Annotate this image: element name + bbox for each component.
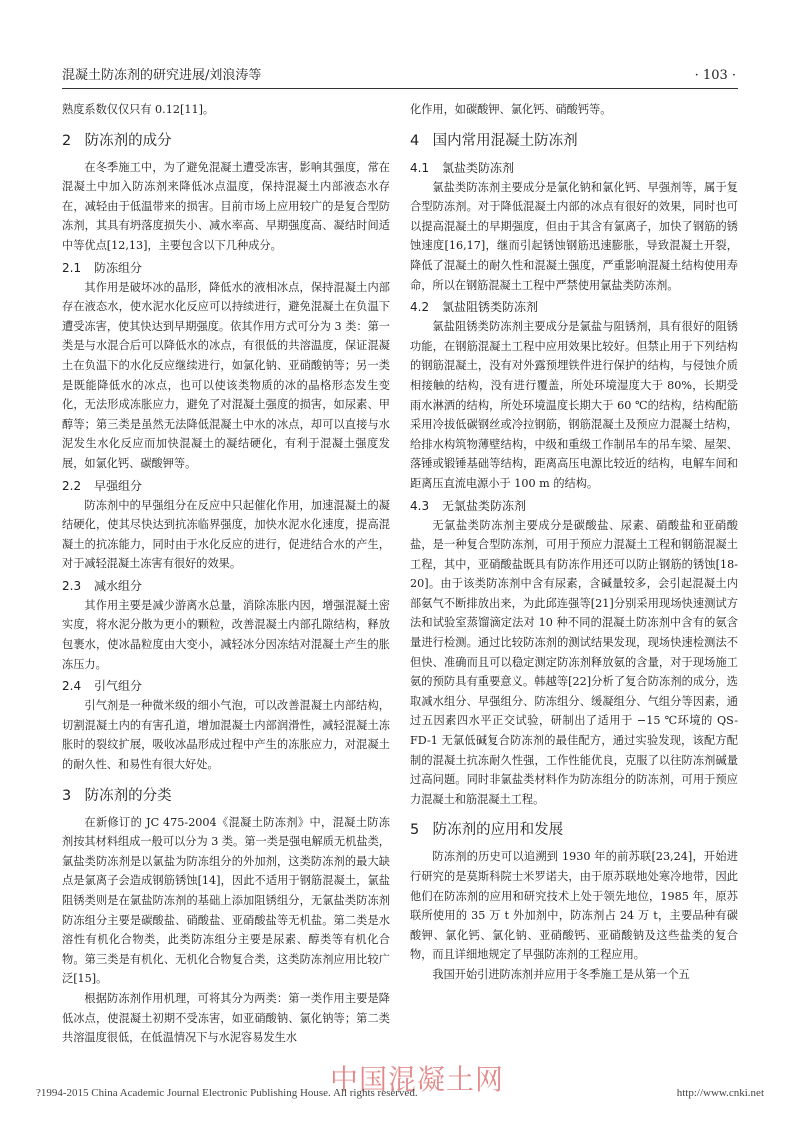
subsection-heading-2-3: 2.3 减水组分: [62, 578, 143, 593]
subsection-heading-4-1: 4.1 氯盐类防冻剂: [410, 160, 515, 175]
paragraph: 引气剂是一种微米级的细小气泡，可以改善混凝土内部结构，切割混凝土内的有害孔道，增加混凝土内部润滑性，减轻混凝土冻胀时的裂纹扩展，吸收冰晶形成过程中产生的冻胀应力，对混凝土的耐久性、和易性有很大好处。: [62, 699, 390, 772]
subsection-heading-4-3: 4.3 无氯盐类防冻剂: [410, 498, 527, 513]
paragraph: 我国开始引进防冻剂并应用于冬季施工是从第一个五: [432, 967, 690, 981]
paragraph: 其作用主要是减少游离水总量，消除冻胀内因，增强混凝土密实度，将水泥分散为更小的颗粒，改善混凝土内部孔隙结构，释放包裹水，使冰晶粒度由大变小，减轻冰分因冻结对混凝土产生的胀冻压力。: [62, 598, 390, 671]
subsection-heading-4-2: 4.2 氯盐阻锈类防冻剂: [410, 300, 539, 315]
paragraph: 化作用，如碳酸钾、氯化钙、硝酸钙等。: [410, 103, 612, 116]
paragraph: 防冻剂中的早强组分在反应中只起催化作用，加速混凝土的凝结硬化，使其尽快达到抗冻临界强度，加快水泥水化速度，提高混凝土的抗冻能力，同时由于水化反应的进行，促进结合水的产生，对于减轻混凝土冻害有很好的效果。: [62, 498, 390, 571]
running-title: 混凝土防冻剂的研究进展/刘浪涛等: [62, 68, 262, 83]
paragraph: 在冬季施工中，为了避免混凝土遭受冻害，影响其强度，常在混凝土中加入防冻剂来降低冰点温度，保持混凝土内部液态水存在，减轻由于低温带来的损害。目前市场上应用较广的是复合型防冻剂，其具有坍落度损失小、减水率高、早期强度高、凝结时间适中等优点[12,13]，主要包含以下几种成分。: [62, 160, 390, 252]
paragraph: 根据防冻剂作用机理，可将其分为两类：第一类作用主要是降低冰点，使混凝土初期不受冻害，如亚硝酸钠、氯化钠等；第二类共溶温度很低，在低温情况下与水泥容易发生水: [62, 991, 390, 1045]
copyright-notice: ?1994-2015 China Academic Journal Electronic Publishing House. All rights reserved.: [36, 1087, 418, 1099]
watermark: 中国混凝土网: [330, 1063, 505, 1096]
section-heading-5: 5 防冻剂的应用和发展: [410, 822, 564, 839]
paragraph: 其作用是破坏冰的晶形，降低水的液相冰点，保持混凝土内部存在液态水，使水泥水化反应可以持续进行，避免混凝土在负温下遭受冻害，使其快达到早期强度。依其作用方式可分为 3 类：第一类是与水混合后可以降低水的冰点，有很低的共溶温度，保证混凝土在负温下的水化反应继续进行，如氯化钠、亚硝酸钠等；另一类是既能降低水的冰点，也可以使该类物质的冰的晶格形态发生变化，无法形成冻胀应力，避免了对混凝土强度的损害，如尿素、甲醇等；第三类是虽然无法降低混凝土中水的冰点，却可以直接与水泥发生水化反应而加快混凝土的凝结硬化，有利于混凝土强度发展，如氯化钙、碳酸钾等。: [62, 280, 390, 470]
running-header: [62, 62, 738, 89]
paragraph: 防冻剂的历史可以追溯到 1930 年的前苏联[23,24]，开始进行研究的是莫斯科院士米罗诺夫，由于原苏联地处寒冷地带，因此他们在防冻剂的应用和研究技术上处于领先地位，1985 年，原苏联所使用的 35 万 t 外加剂中，防冻剂占 24 万 t，主要品种有碳酸钾、氯化钙、氯化钠、亚硝酸钙、亚硝酸钠及这些盐类的复合物，而且详细地规定了早强防冻剂的工程应用。: [410, 850, 738, 962]
paragraph: 氯盐阻锈类防冻剂主要成分是氯盐与阻锈剂，具有很好的阻锈功能，在钢筋混凝土工程中应用效果比较好。但禁止用于下列结构的钢筋混凝土，没有对外露预埋铁件进行保护的结构，与侵蚀介质相接触的结构，没有进行覆盖，所处环境湿度大于 80%，长期受雨水淋洒的结构，所处环境温度长期大于 60 ℃的结构，结构配筋采用冷拔低碳钢丝或冷拉钢筋，钢筋混凝土及预应力混凝土结构，给排水构筑物薄壁结构，中级和重级工作制吊车的吊车梁、屋架、落锤或锻锤基础等结构，距离高压电源比较近的结构，电解车间和距离压直流电源小于 100 m 的结构。: [410, 320, 738, 490]
paragraph: 氯盐类防冻剂主要成分是氯化钠和氯化钙、早强剂等，属于复合型防冻剂。对于降低混凝土内部的冰点有很好的效果，同时也可以提高混凝土的早期强度，但由于其含有氯离子，加快了钢筋的锈蚀速度[16,17]，继而引起锈蚀钢筋迅速膨胀，导致混凝土开裂，降低了混凝土的耐久性和混凝土强度，严重影响混凝土结构使用寿命，所以在钢筋混凝土工程中严禁使用氯盐类防冻剂。: [410, 180, 738, 292]
right-column: [410, 100, 738, 985]
subsection-heading-2-4: 2.4 引气组分: [62, 679, 143, 694]
section-heading-4: 4 国内常用混凝土防冻剂: [410, 132, 578, 149]
subsection-heading-2-2: 2.2 早强组分: [62, 478, 143, 493]
paragraph: 熟度系数仅仅只有 0.12[11]。: [62, 103, 215, 116]
left-column: [62, 100, 390, 1048]
page-number: · 103 ·: [694, 68, 736, 83]
footer-url: http://www.cnki.net: [676, 1087, 764, 1099]
page-footer: [36, 1087, 764, 1105]
paragraph: 在新修订的 JC 475-2004《混凝土防冻剂》中，混凝土防冻剂按其材料组成一般可以分为 3 类。第一类是强电解质无机盐类，氯盐类防冻剂是以氯盐为防冻组分的外加剂，这类防冻剂的最大缺点是氯离子会造成钢筋锈蚀[14]，因此不适用于钢筋混凝土，氯盐阻锈类则是在氯盐防冻剂的基础上添加阻锈组分，无氯盐类防冻剂防冻组分主要是碳酸盐、硝酸盐、亚硝酸盐等无机盐。第二类是水溶性有机化合物类，此类防冻组分主要是尿素、醇类等有机化合物。第三类是有机化、无机化合物复合类，这类防冻剂应用比较广泛[15]。: [62, 815, 390, 986]
subsection-heading-2-1: 2.1 防冻组分: [62, 260, 143, 275]
section-heading-3: 3 防冻剂的分类: [62, 787, 172, 804]
paragraph: 无氯盐类防冻剂主要成分是碳酸盐、尿素、硝酸盐和亚硝酸盐，是一种复合型防冻剂，可用于预应力混凝土工程和钢筋混凝土工程，其中，亚硝酸盐既具有防冻作用还可以防止钢筋的锈蚀[18-20]。由于该类防冻剂中含有尿素，含碱量较多，会引起混凝土内部氨气不断排放出来，为此邱连强等[21]分别采用现场快速测试方法和试验室蒸馏滴定法对 10 种不同的混凝土防冻剂中含有的氨含量进行检测。通过比较防冻剂的测试结果发现，现场快速检测法不但快、准确而且可以稳定测定防冻剂释放氨的含量，对于现场施工氨的预防具有重要意义。韩越等[22]分析了复合防冻剂的成分，选取减水组分、早强组分、防冻组分、缓凝组分、气组分等因素，通过五因素四水平正交试验，研制出了适用于 −15 ℃环境的 QS-FD-1 无氯低碱复合防冻剂的最佳配方，通过实验发现，该配方配制的混凝土抗冻耐久性强，工作性能优良，克服了以往防冻剂碱量过高问题。同时非氯盐类材料作为防冻组分的防冻剂，可用于预应力混凝土和筋混凝土工程。: [410, 518, 738, 806]
section-heading-2: 2 防冻剂的成分: [62, 132, 172, 149]
